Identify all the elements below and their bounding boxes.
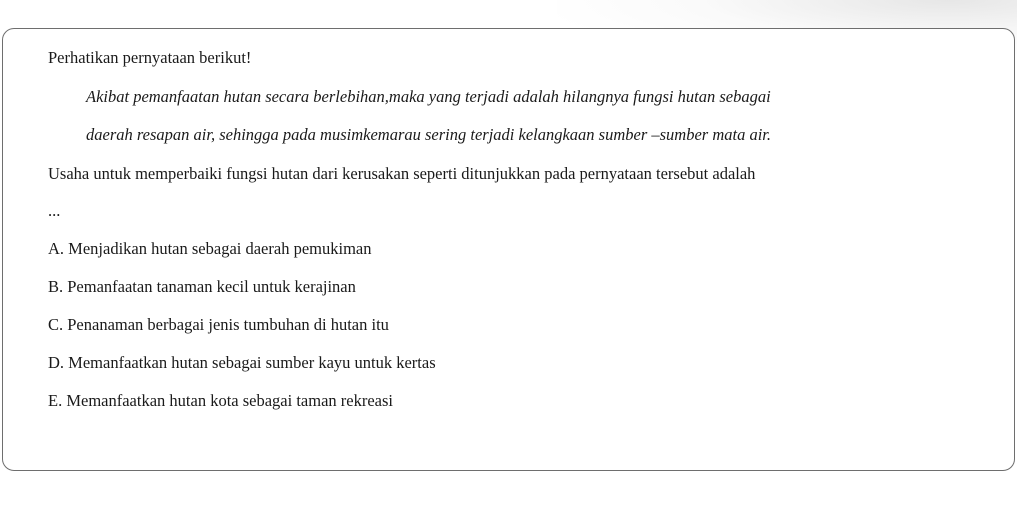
option-a[interactable]: A. Menjadikan hutan sebagai daerah pemukiman — [48, 239, 372, 258]
option-d[interactable]: D. Memanfaatkan hutan sebagai sumber kayu untuk kertas — [48, 353, 436, 372]
question-prompt-line-1: Usaha untuk memperbaiki fungsi hutan dari kerusakan seperti ditunjukkan pada pernyataan tersebut adalah — [48, 164, 756, 183]
statement-line-2: daerah resapan air, sehingga pada musimkemarau sering terjadi kelangkaan sumber –sumber mata air. — [86, 125, 772, 144]
option-b[interactable]: B. Pemanfaatan tanaman kecil untuk kerajinan — [48, 277, 356, 296]
statement-line-1: Akibat pemanfaatan hutan secara berlebihan,maka yang terjadi adalah hilangnya fungsi hutan sebagai — [86, 87, 771, 106]
option-e[interactable]: E. Memanfaatkan hutan kota sebagai taman rekreasi — [48, 391, 393, 410]
question-intro: Perhatikan pernyataan berikut! — [48, 48, 252, 67]
option-c[interactable]: C. Penanaman berbagai jenis tumbuhan di hutan itu — [48, 315, 389, 334]
question-prompt-line-2: ... — [48, 201, 61, 220]
